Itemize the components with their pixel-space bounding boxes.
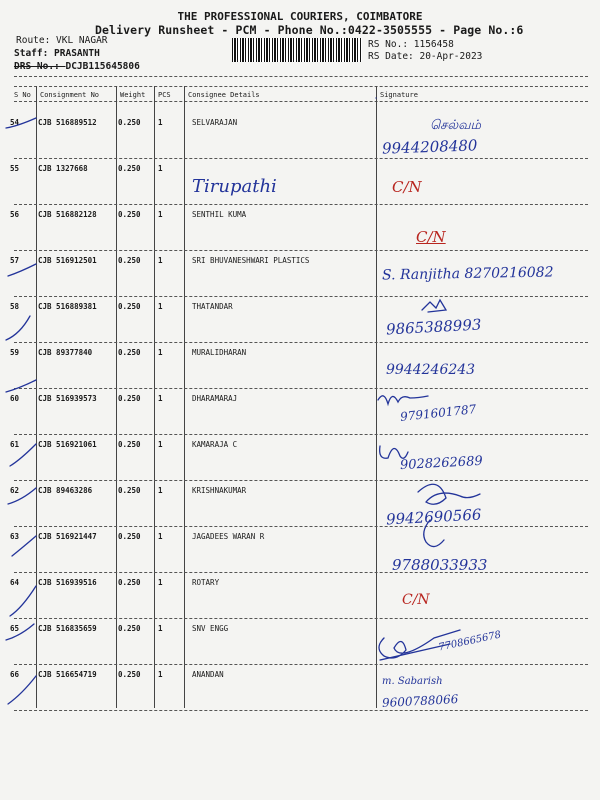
row-consignee: KRISHNAKUMAR — [192, 486, 247, 495]
row-divider — [14, 480, 588, 481]
row-sno: 62 — [10, 486, 20, 495]
row-divider — [14, 664, 588, 665]
row-pcs: 1 — [158, 394, 163, 403]
col-consignment-header: Consignment No — [40, 91, 100, 99]
row-divider — [14, 250, 588, 251]
row-sno: 64 — [10, 578, 20, 587]
row-sno: 57 — [10, 256, 20, 265]
row-consignee: THATANDAR — [192, 302, 233, 311]
divider — [14, 76, 588, 77]
col-consignee-header: Consignee Details — [188, 91, 260, 99]
row-pcs: 1 — [158, 440, 163, 449]
row-sno: 54 — [10, 118, 20, 127]
row-consignee: SELVARAJAN — [192, 118, 238, 127]
row-sno: 59 — [10, 348, 20, 357]
row-consignment: CJB 516889381 — [38, 302, 97, 311]
signature-57: S. Ranjitha 8270216082 — [381, 264, 554, 284]
signature-54a: செல்வம் — [430, 118, 482, 133]
row-sno: 63 — [10, 532, 20, 541]
row-consignment: CJB 516939516 — [38, 578, 97, 587]
row-sno: 61 — [10, 440, 20, 449]
signature-56: C/N — [416, 228, 446, 246]
signature-62: 9942690566 — [385, 505, 482, 529]
row-consignee: SNV ENGG — [192, 624, 229, 633]
row-pcs: 1 — [158, 164, 163, 173]
row-weight: 0.250 — [118, 164, 141, 173]
row-consignee: ANANDAN — [192, 670, 224, 679]
row-weight: 0.250 — [118, 256, 141, 265]
row-pcs: 1 — [158, 210, 163, 219]
barcode — [232, 38, 362, 62]
row-weight: 0.250 — [118, 624, 141, 633]
col-weight-header: Weight — [120, 91, 146, 99]
row-consignee: JAGADEES WARAN R — [192, 532, 265, 541]
row-pcs: 1 — [158, 532, 163, 541]
row-consignment: CJB 1327668 — [38, 164, 88, 173]
row-consignment: CJB 516921447 — [38, 532, 97, 541]
row-weight: 0.250 — [118, 578, 141, 587]
row-divider — [14, 342, 588, 343]
col-sno-header: S No — [14, 91, 31, 99]
rs-date: RS Date: 20-Apr-2023 — [368, 51, 483, 62]
divider — [14, 101, 588, 102]
row-weight: 0.250 — [118, 532, 141, 541]
column-line — [116, 86, 117, 708]
row-divider — [14, 296, 588, 297]
row-sno: 60 — [10, 394, 20, 403]
row-consignment: CJB 516939573 — [38, 394, 97, 403]
row-consignee: MURALIDHARAN — [192, 348, 247, 357]
signature-55b: C/N — [392, 178, 422, 196]
signature-59: 9944246243 — [386, 362, 476, 378]
row-divider — [14, 158, 588, 159]
row-weight: 0.250 — [118, 210, 141, 219]
signature-61: 9028262689 — [399, 453, 484, 474]
row-consignment: CJB 89463286 — [38, 486, 93, 495]
row-consignment: CJB 516921061 — [38, 440, 97, 449]
row-pcs: 1 — [158, 348, 163, 357]
column-line — [376, 86, 377, 708]
drs-number — [14, 61, 140, 72]
row-pcs: 1 — [158, 670, 163, 679]
row-sno: 65 — [10, 624, 20, 633]
column-line — [36, 86, 37, 708]
row-sno: 66 — [10, 670, 20, 679]
signature-64: C/N — [402, 592, 430, 608]
signature-63: 9788033933 — [392, 556, 488, 574]
row-pcs: 1 — [158, 256, 163, 265]
signature-55a: Tirupathi — [192, 176, 277, 197]
row-consignment: CJB 516889512 — [38, 118, 97, 127]
signature-60: 9791601787 — [399, 402, 477, 424]
route-label: Route: VKL NAGAR — [16, 35, 108, 46]
row-weight: 0.250 — [118, 302, 141, 311]
row-consignee: SRI BHUVANESHWARI PLASTICS — [192, 256, 310, 265]
row-consignee: KAMARAJA C — [192, 440, 238, 449]
row-weight: 0.250 — [118, 670, 141, 679]
signature-58: 9865388993 — [385, 315, 482, 339]
row-divider — [14, 434, 588, 435]
signature-66a: m. Sabarish — [382, 676, 443, 687]
col-pcs-header: PCS — [158, 91, 171, 99]
row-divider — [14, 204, 588, 205]
row-consignment: CJB 516912501 — [38, 256, 97, 265]
runsheet-subtitle: Delivery Runsheet - PCM - Phone No.:0422-3505555 - Page No.:6 — [95, 23, 524, 37]
column-line — [154, 86, 155, 708]
row-consignee: SENTHIL KUMA — [192, 210, 247, 219]
row-pcs: 1 — [158, 578, 163, 587]
rs-number: RS No.: 1156458 — [368, 39, 454, 50]
row-divider — [14, 388, 588, 389]
signature-65: 7708665678 — [437, 629, 503, 654]
row-divider — [14, 526, 588, 527]
divider — [14, 86, 588, 87]
row-weight: 0.250 — [118, 394, 141, 403]
row-pcs: 1 — [158, 118, 163, 127]
row-consignment: CJB 89377840 — [38, 348, 93, 357]
row-sno: 58 — [10, 302, 20, 311]
row-weight: 0.250 — [118, 440, 141, 449]
drs-label: DRS No.: — [14, 61, 66, 72]
col-signature-header: Signature — [380, 91, 418, 99]
drs-value: DCJB115645806 — [65, 61, 140, 72]
row-consignment: CJB 516882128 — [38, 210, 97, 219]
signature-54b: 9944208480 — [381, 136, 478, 158]
row-pcs: 1 — [158, 624, 163, 633]
row-divider — [14, 710, 588, 711]
row-pcs: 1 — [158, 302, 163, 311]
row-consignee: DHARAMARAJ — [192, 394, 238, 403]
row-consignment: CJB 516654719 — [38, 670, 97, 679]
signature-66b: 9600788066 — [381, 692, 459, 710]
column-line — [184, 86, 185, 708]
row-consignment: CJB 516835659 — [38, 624, 97, 633]
row-weight: 0.250 — [118, 486, 141, 495]
row-sno: 55 — [10, 164, 20, 173]
staff-label: Staff: PRASANTH — [14, 48, 100, 59]
row-consignee: ROTARY — [192, 578, 220, 587]
row-weight: 0.250 — [118, 348, 141, 357]
row-weight: 0.250 — [118, 118, 141, 127]
company-title: THE PROFESSIONAL COURIERS, COIMBATORE — [177, 10, 423, 23]
row-sno: 56 — [10, 210, 20, 219]
row-pcs: 1 — [158, 486, 163, 495]
row-divider — [14, 618, 588, 619]
row-divider — [14, 572, 588, 573]
